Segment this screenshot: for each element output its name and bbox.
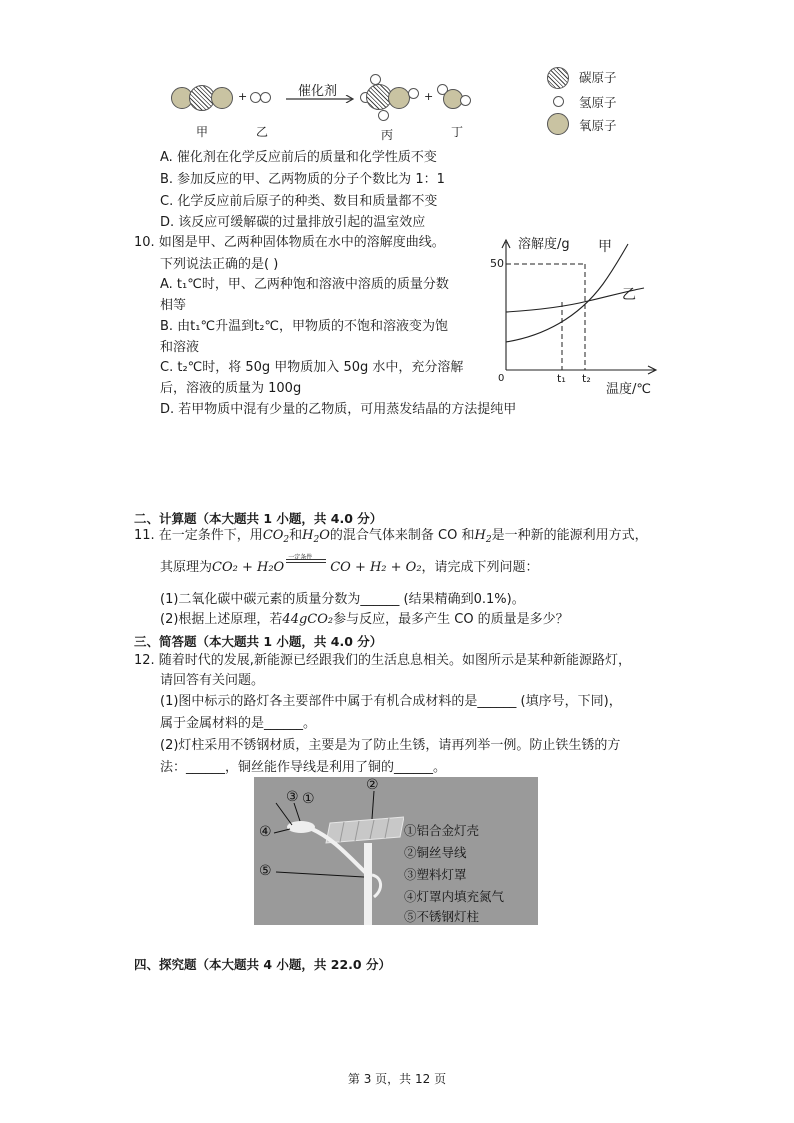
equation-left: CO₂ + H₂O xyxy=(212,560,285,575)
q11-line1: 11. 在一定条件下，用$CO_2$和$H_2O$的混合气体来制备 CO 和$H_2$是一种新的能源利用方式， xyxy=(134,528,648,545)
chart-t1: t₁ xyxy=(557,372,566,385)
q11-part2: (2)根据上述原理，若44gCO₂参与反应，最多产生 CO 的质量是多少？ xyxy=(160,612,569,627)
q9-option-c: C. 化学反应前后原子的种类、数目和质量都不变 xyxy=(160,194,438,209)
section3-heading: 三、简答题（本大题共 1 小题，共 4.0 分） xyxy=(134,634,383,649)
q12-part1b: 属于金属材料的是______。 xyxy=(160,716,317,731)
chart-ylabel: 溶解度/g xyxy=(518,237,570,252)
chart-series-jia: 甲 xyxy=(598,239,612,255)
q9-option-d: D. 该反应可缓解碳的过量排放引起的温室效应 xyxy=(160,215,426,230)
legend-oxygen: 氧原子 xyxy=(579,118,617,133)
marker-4: ④ xyxy=(259,824,272,840)
q10-option-d: D. 若甲物质中混有少量的乙物质，可用蒸发结晶的方法提纯甲 xyxy=(160,402,517,417)
chart-xlabel: 温度/℃ xyxy=(606,382,651,397)
lamp-legend-1: ①铝合金灯壳 xyxy=(404,823,480,838)
plus-sign: + xyxy=(238,90,248,103)
chart-t2: t₂ xyxy=(582,372,591,385)
q9-option-a: A. 催化剂在化学反应前后的质量和化学性质不变 xyxy=(160,150,437,165)
oxygen-atom-icon xyxy=(211,87,233,109)
hydrogen-atom-icon xyxy=(378,110,389,121)
carbon-atom-icon xyxy=(547,67,569,89)
q10-option-c: C. t₂℃时，将 50g 甲物质加入 50g 水中，充分溶解 xyxy=(160,360,464,375)
q10-option-b-cont: 和溶液 xyxy=(160,340,200,355)
marker-5: ⑤ xyxy=(259,863,272,879)
q11-part1: (1)二氧化碳中碳元素的质量分数为______ (结果精确到0.1%)。 xyxy=(160,592,525,607)
hydrogen-atom-icon xyxy=(553,96,564,107)
marker-2: ② xyxy=(366,777,379,793)
q12-part2b: 法：______，铜丝能作导线是利用了铜的______。 xyxy=(160,760,447,775)
hydrogen-atom-icon xyxy=(260,92,271,103)
q9-option-b: B. 参加反应的甲、乙两物质的分子个数比为 1：1 xyxy=(160,172,445,187)
label-jia: 甲 xyxy=(196,125,209,139)
street-lamp-figure xyxy=(254,777,538,925)
curve-jia xyxy=(506,244,628,342)
label-bing: 丙 xyxy=(381,128,394,142)
q12-line1: 12. 随着时代的发展,新能源已经跟我们的生活息息相关。如图所示是某种新能源路灯， xyxy=(134,653,631,668)
reaction-arrow-icon xyxy=(286,95,356,103)
oxygen-atom-icon xyxy=(547,113,569,135)
solubility-chart xyxy=(488,228,666,398)
equation-condition: 一定条件 xyxy=(288,554,313,561)
equation-right: CO + H₂ + O₂ xyxy=(330,560,422,575)
q10-option-c-cont: 后，溶液的质量为 100g xyxy=(160,381,302,396)
label-ding: 丁 xyxy=(451,125,464,139)
section2-heading: 二、计算题（本大题共 1 小题，共 4.0 分） xyxy=(134,511,383,526)
lamp-legend-2: ②铜丝导线 xyxy=(404,845,467,860)
street-lamp-illustration xyxy=(254,777,404,925)
marker-3: ③ xyxy=(286,789,299,805)
legend-hydrogen: 氢原子 xyxy=(579,95,617,110)
lamp-legend-3: ③塑料灯罩 xyxy=(404,867,467,882)
q10-option-b: B. 由t₁℃升温到t₂℃，甲物质的不饱和溶液变为饱 xyxy=(160,319,448,334)
legend-carbon: 碳原子 xyxy=(579,70,617,85)
catalyst-label: 催化剂 xyxy=(298,84,338,99)
lamp-legend-5: ⑤不锈钢灯柱 xyxy=(404,909,480,924)
marker-1: ① xyxy=(302,791,315,807)
chart-series-yi: 乙 xyxy=(622,287,636,303)
q12-part2a: (2)灯柱采用不锈钢材质，主要是为了防止生锈，请再列举一例。防止铁生锈的方 xyxy=(160,738,621,753)
q12-line2: 请回答有关问题。 xyxy=(160,673,265,688)
chart-y-tick-50: 50 xyxy=(490,257,504,270)
lamp-legend-4: ④灯罩内填充氮气 xyxy=(404,889,505,904)
oxygen-atom-icon xyxy=(388,87,410,109)
hydrogen-atom-icon xyxy=(408,88,419,99)
hydrogen-atom-icon xyxy=(460,95,471,106)
page-footer: 第 3 页，共 12 页 xyxy=(347,1072,447,1086)
section4-heading: 四、探究题（本大题共 4 小题，共 22.0 分） xyxy=(134,957,391,972)
label-yi: 乙 xyxy=(256,125,269,139)
q10-stem-2: 下列说法正确的是( ) xyxy=(160,257,279,272)
q10-stem: 10. 如图是甲、乙两种固体物质在水中的溶解度曲线。 xyxy=(134,235,445,250)
chart-origin: 0 xyxy=(498,373,505,384)
q12-part1a: (1)图中标示的路灯各主要部件中属于有机合成材料的是______ (填序号，下同)， xyxy=(160,694,622,709)
plus-sign: + xyxy=(424,90,434,103)
q10-option-a: A. t₁℃时，甲、乙两种饱和溶液中溶质的质量分数 xyxy=(160,277,449,292)
q10-option-a-cont: 相等 xyxy=(160,298,187,313)
q11-line2: 其原理为CO₂ + H₂O 一定条件 CO + H₂ + O₂，请完成下列问题： xyxy=(160,557,539,579)
